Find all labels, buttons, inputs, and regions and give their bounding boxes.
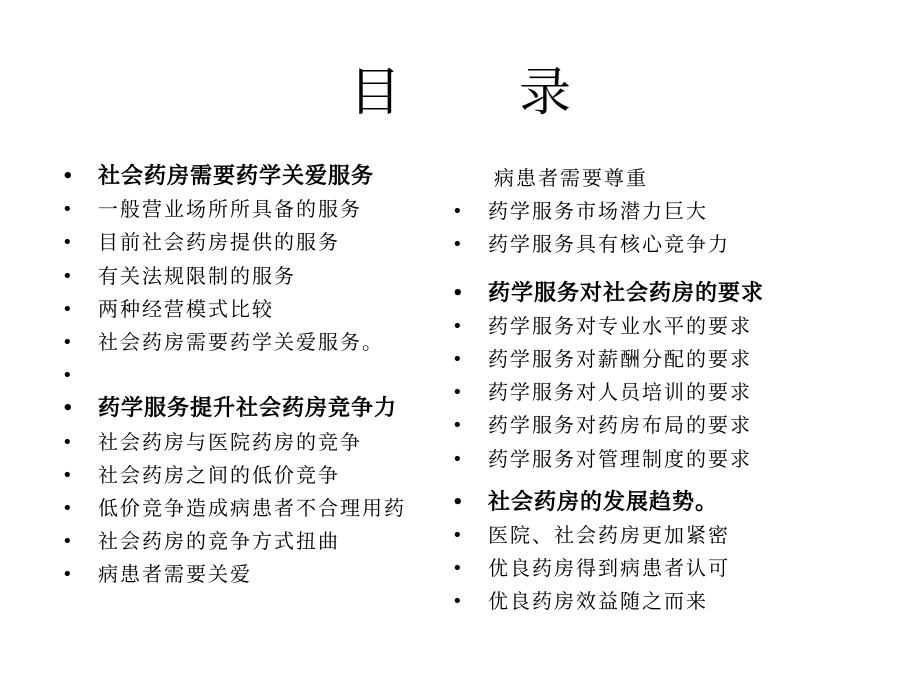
list-item: • 社会药房的竞争方式扭曲 [60, 525, 406, 558]
list-item: • 药学服务对人员培训的要求 [450, 376, 764, 409]
page-title [0, 62, 920, 124]
list-item: • 两种经营模式比较 [60, 293, 406, 326]
list-item: • 医院、社会药房更加紧密 [450, 519, 764, 552]
list-item: • 药学服务市场潜力巨大 [450, 195, 764, 228]
title-char-1: 目 [348, 63, 401, 123]
list-item: • 药学服务对专业水平的要求 [450, 310, 764, 343]
list-item: • 优良药房得到病患者认可 [450, 552, 764, 585]
list-item: • 目前社会药房提供的服务 [60, 226, 406, 259]
list-item: • 一般营业场所所具备的服务 [60, 193, 406, 226]
continuation-item: 病患者需要尊重 [494, 166, 648, 190]
list-item: • 药学服务对管理制度的要求 [450, 443, 764, 476]
list-item: • 社会药房需要药学关爱服务。 [60, 326, 406, 359]
empty-list-item [60, 359, 406, 392]
title-char-2: 录 [519, 63, 572, 123]
list-item: • 优良药房效益随之而来 [450, 585, 764, 618]
list-item: • 有关法规限制的服务 [60, 260, 406, 293]
list-item: • 社会药房之间的低价竞争 [60, 459, 406, 492]
section-heading-3: • 药学服务对社会药房的要求 [450, 277, 764, 310]
list-item: • 社会药房与医院药房的竞争 [60, 426, 406, 459]
section-heading-2: • 药学服务提升社会药房竞争力 [60, 392, 406, 425]
list-item: • 低价竞争造成病患者不合理用药 [60, 492, 406, 525]
section-heading-1: • 社会药房需要药学关爱服务 [60, 160, 406, 193]
list-item: • 药学服务具有核心竞争力 [450, 228, 764, 261]
list-item: • 药学服务对药房布局的要求 [450, 409, 764, 442]
section-heading-4: • 社会药房的发展趋势。 [450, 486, 764, 519]
list-item: • 病患者需要关爱 [60, 558, 406, 591]
right-column-list [450, 162, 764, 618]
left-column-list [60, 160, 406, 591]
list-item: • 药学服务对薪酬分配的要求 [450, 343, 764, 376]
